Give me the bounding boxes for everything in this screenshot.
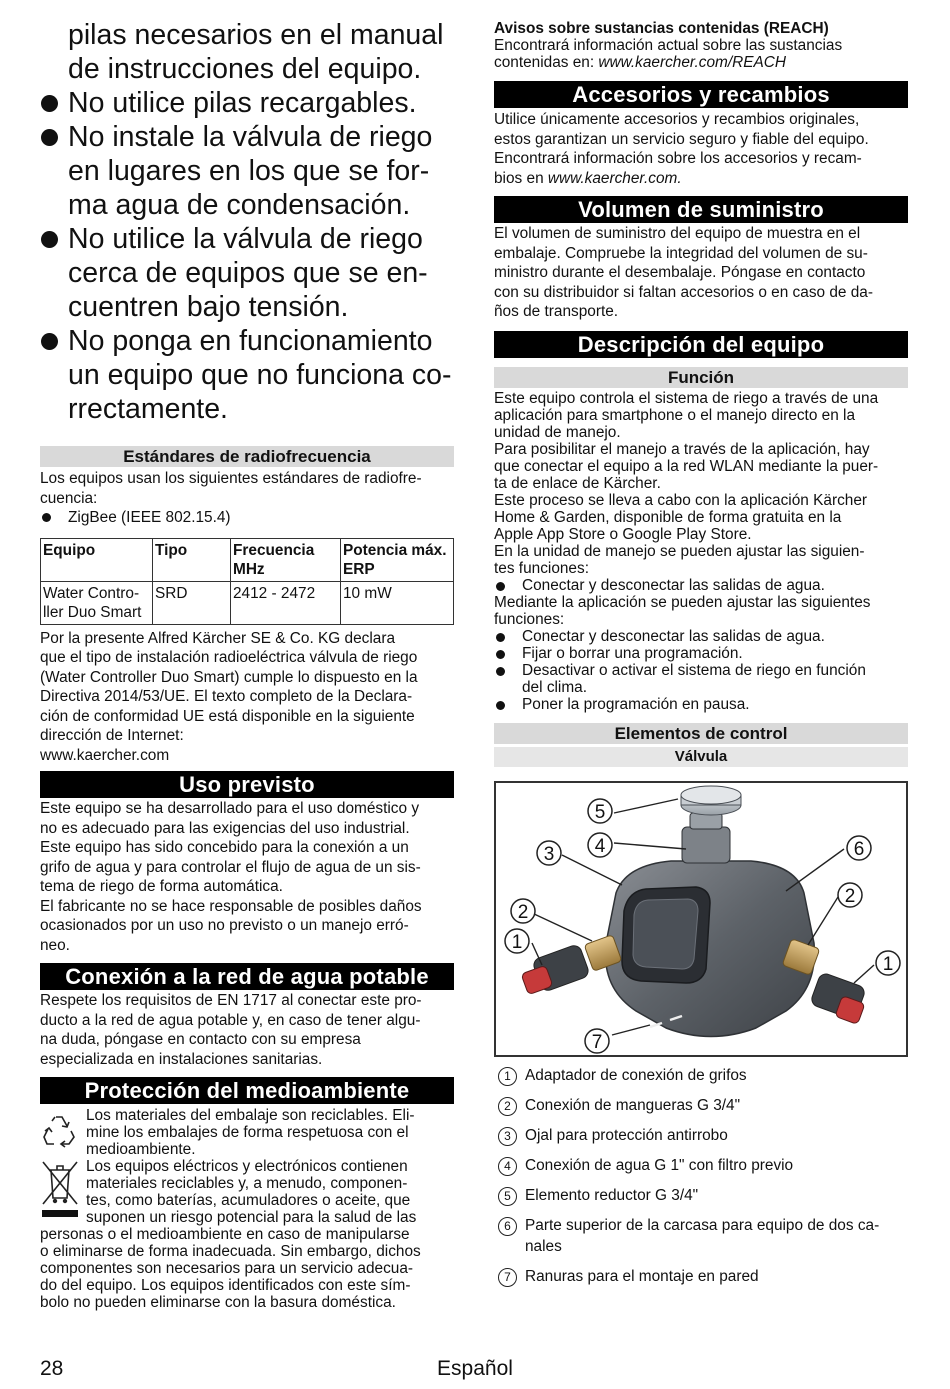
- battery-warnings: [40, 18, 454, 426]
- list-item: ZigBee (IEEE 802.15.4): [40, 508, 454, 528]
- legend-item: 4 Conexión de agua G 1" con filtro previo: [494, 1155, 908, 1176]
- left-column: [40, 18, 454, 1311]
- declaration-text: Por la presente Alfred Kärcher SE & Co. KG declara que el tipo de instalación radioeléctrica válvula de riego (Water Controller Duo Smart) cumple lo dispuesto en la Directiva 2014/53/UE. El texto completo de la Declara- ción de conformidad UE está disponible en la siguiente dirección de Internet: www.kaercher.com: [40, 629, 418, 764]
- table-row: [41, 581, 454, 624]
- list-item: Desactivar o activar el sistema de riego en función del clima.: [494, 662, 908, 696]
- callout-label: 6: [853, 838, 865, 860]
- weee-note: Los equipos eléctricos y electrónicos contienen materiales reciclables y, a menudo, componen- tes, como baterías, acumuladores o aceite, que suponen un riesgo potencial para la salud de las: [40, 1158, 454, 1226]
- list-item: Conectar y desconectar las salidas de agua.: [494, 628, 908, 645]
- legend-item: 6 Parte superior de la carcasa para equipo de dos ca- nales: [494, 1215, 908, 1257]
- volumen-text: El volumen de suministro del equipo de muestra en el embalaje. Compruebe la integridad del volumen de su- ministro durante el desembalaje. Póngase en contacto con su distribuidor si faltan accesorios o en caso de da- ños de transporte.: [494, 225, 873, 320]
- legend-number: 7: [498, 1268, 517, 1287]
- radio-standards-heading: Estándares de radiofrecuencia: [40, 446, 454, 467]
- legend-item: 2 Conexión de mangueras G 3/4": [494, 1095, 908, 1116]
- uso-previsto-text: Este equipo se ha desarrollado para el uso doméstico y no es adecuado para las exigencias del uso industrial. Este equipo has sido concebido para la conexión a un grifo de agua y para controlar el flujo de agua de un sis- tema de riego de forma automática. El fabricante no se hace responsable de posibles daños ocasionados por un uso no previsto o un manejo erró- neo.: [40, 800, 422, 954]
- legend-number: 2: [498, 1097, 517, 1116]
- right-column: [494, 20, 908, 1287]
- table-cell: SRD: [153, 581, 231, 624]
- intro-line: de instrucciones del equipo.: [68, 53, 422, 85]
- callout-label: 1: [882, 953, 894, 975]
- funcion-text-app: Mediante la aplicación se pueden ajustar las siguientes funciones:: [494, 593, 871, 628]
- warning-bullet: No ponga en funcionamiento un equipo que no funciona co- rrectamente.: [40, 324, 454, 426]
- funcion-text: Este equipo controla el sistema de riego a través de una aplicación para smartphone o el manejo directo en la unidad de manejo. Para posibilitar el manejo a través de la aplicación, hay que conectar el equipo a la red WLAN mediante la puer- ta de enlace de Kärcher. Este proceso se lleva a cabo con la aplicación Kärcher Home & Garden, disponible de forma gratuita en la Apple App Store o Google Play Store. En la unidad de manejo se pueden ajustar las siguien- tes funciones:: [494, 389, 879, 577]
- list-item: Conectar y desconectar las salidas de agua.: [494, 577, 908, 594]
- callout-label: 2: [844, 885, 856, 907]
- accesorios-heading: Accesorios y recambios: [494, 81, 908, 108]
- recycling-icon: [40, 1109, 80, 1149]
- legend-item: 1 Adaptador de conexión de grifos: [494, 1065, 908, 1086]
- descripcion-heading: Descripción del equipo: [494, 331, 908, 358]
- callout-label: 5: [594, 801, 606, 823]
- footer-language: Español: [437, 1357, 513, 1380]
- radio-standards-text: Los equipos usan los siguientes estándares de radiofre- cuencia:: [40, 470, 422, 507]
- reach-link[interactable]: www.kaercher.com/REACH: [598, 54, 786, 71]
- legend-item: 3 Ojal para protección antirrobo: [494, 1125, 908, 1146]
- legend-item: 5 Elemento reductor G 3/4": [494, 1185, 908, 1206]
- table-header-row: [41, 538, 454, 581]
- uso-previsto-heading: Uso previsto: [40, 771, 454, 798]
- funcion-heading: Función: [494, 367, 908, 388]
- table-header: Tipo: [153, 538, 231, 581]
- warning-bullet: No utilice la válvula de riego cerca de equipos que se en- cuentren bajo tensión.: [40, 222, 454, 324]
- table-cell: Water Contro-ller Duo Smart: [41, 581, 153, 624]
- conexion-heading: Conexión a la red de agua potable: [40, 963, 454, 990]
- accesorios-link[interactable]: www.kaercher.com.: [547, 169, 682, 187]
- table-cell: 2412 - 2472: [231, 581, 341, 624]
- legend-item: 7 Ranuras para el montaje en pared: [494, 1266, 908, 1287]
- warning-bullet: No instale la válvula de riego en lugares en los que se for- ma agua de condensación.: [40, 120, 454, 222]
- accesorios-text: Utilice únicamente accesorios y recambios originales, estos garantizan un servicio seguro y fiable del equipo. Encontrará información sobre los accesorios y recam- bios en www.kaercher.com.: [494, 111, 869, 187]
- elementos-heading: Elementos de control: [494, 723, 908, 744]
- valvula-subheading: Válvula: [494, 747, 908, 767]
- reach-heading: Avisos sobre sustancias contenidas (REACH): [494, 20, 829, 37]
- callout-label: 4: [594, 835, 606, 857]
- funcion-list-app: [494, 628, 908, 713]
- funcion-list-unit: [494, 577, 908, 594]
- list-item: Fijar o borrar una programación.: [494, 645, 908, 662]
- radio-standard-list: [40, 508, 454, 528]
- valve-illustration: [496, 783, 906, 1055]
- proteccion-heading: Protección del medioambiente: [40, 1077, 454, 1104]
- reach-section: Avisos sobre sustancias contenidas (REACH) Encontrará información actual sobre las sustancias contenidas en: www.kaercher.com/REACH: [494, 20, 908, 71]
- table-header: Equipo: [41, 538, 153, 581]
- radio-table: [40, 538, 454, 625]
- table-header: Frecuencia MHz: [231, 538, 341, 581]
- legend-number: 3: [498, 1127, 517, 1146]
- crossed-bin-icon: [40, 1158, 80, 1222]
- legend-number: 5: [498, 1187, 517, 1206]
- intro-line: pilas necesarios en el manual: [68, 19, 444, 51]
- volumen-heading: Volumen de suministro: [494, 196, 908, 223]
- warning-bullet: No utilice pilas recargables.: [40, 86, 454, 120]
- valve-figure: [494, 781, 908, 1057]
- callout-label: 2: [517, 901, 529, 923]
- callout-label: 1: [511, 931, 523, 953]
- table-header: Potencia máx. ERP: [341, 538, 454, 581]
- list-item: Poner la programación en pausa.: [494, 696, 908, 713]
- table-cell: 10 mW: [341, 581, 454, 624]
- valve-legend: [494, 1065, 908, 1287]
- legend-number: 6: [498, 1217, 517, 1236]
- legend-number: 4: [498, 1157, 517, 1176]
- callout-label: 3: [543, 843, 555, 865]
- callout-label: 7: [591, 1031, 603, 1053]
- recycle-note: Los materiales del embalaje son reciclables. Eli- mine los embalajes de forma respetuosa con el medioambiente.: [40, 1107, 454, 1158]
- conexion-text: Respete los requisitos de EN 1717 al conectar este pro- ducto a la red de agua potable y, en caso de tener algu- na duda, póngase en contacto con su empresa especializada en instalaciones sanitarias.: [40, 992, 422, 1068]
- page-number: 28: [40, 1357, 64, 1380]
- legend-number: 1: [498, 1067, 517, 1086]
- weee-note-continued: personas o el medioambiente en caso de manipularse o eliminarse de forma inadecuada. Sin embargo, dichos componentes son necesarios para un servicio adecua- do del equipo. Los equipos identificados con este sím- bolo no pueden eliminarse con la basura doméstica.: [40, 1226, 421, 1311]
